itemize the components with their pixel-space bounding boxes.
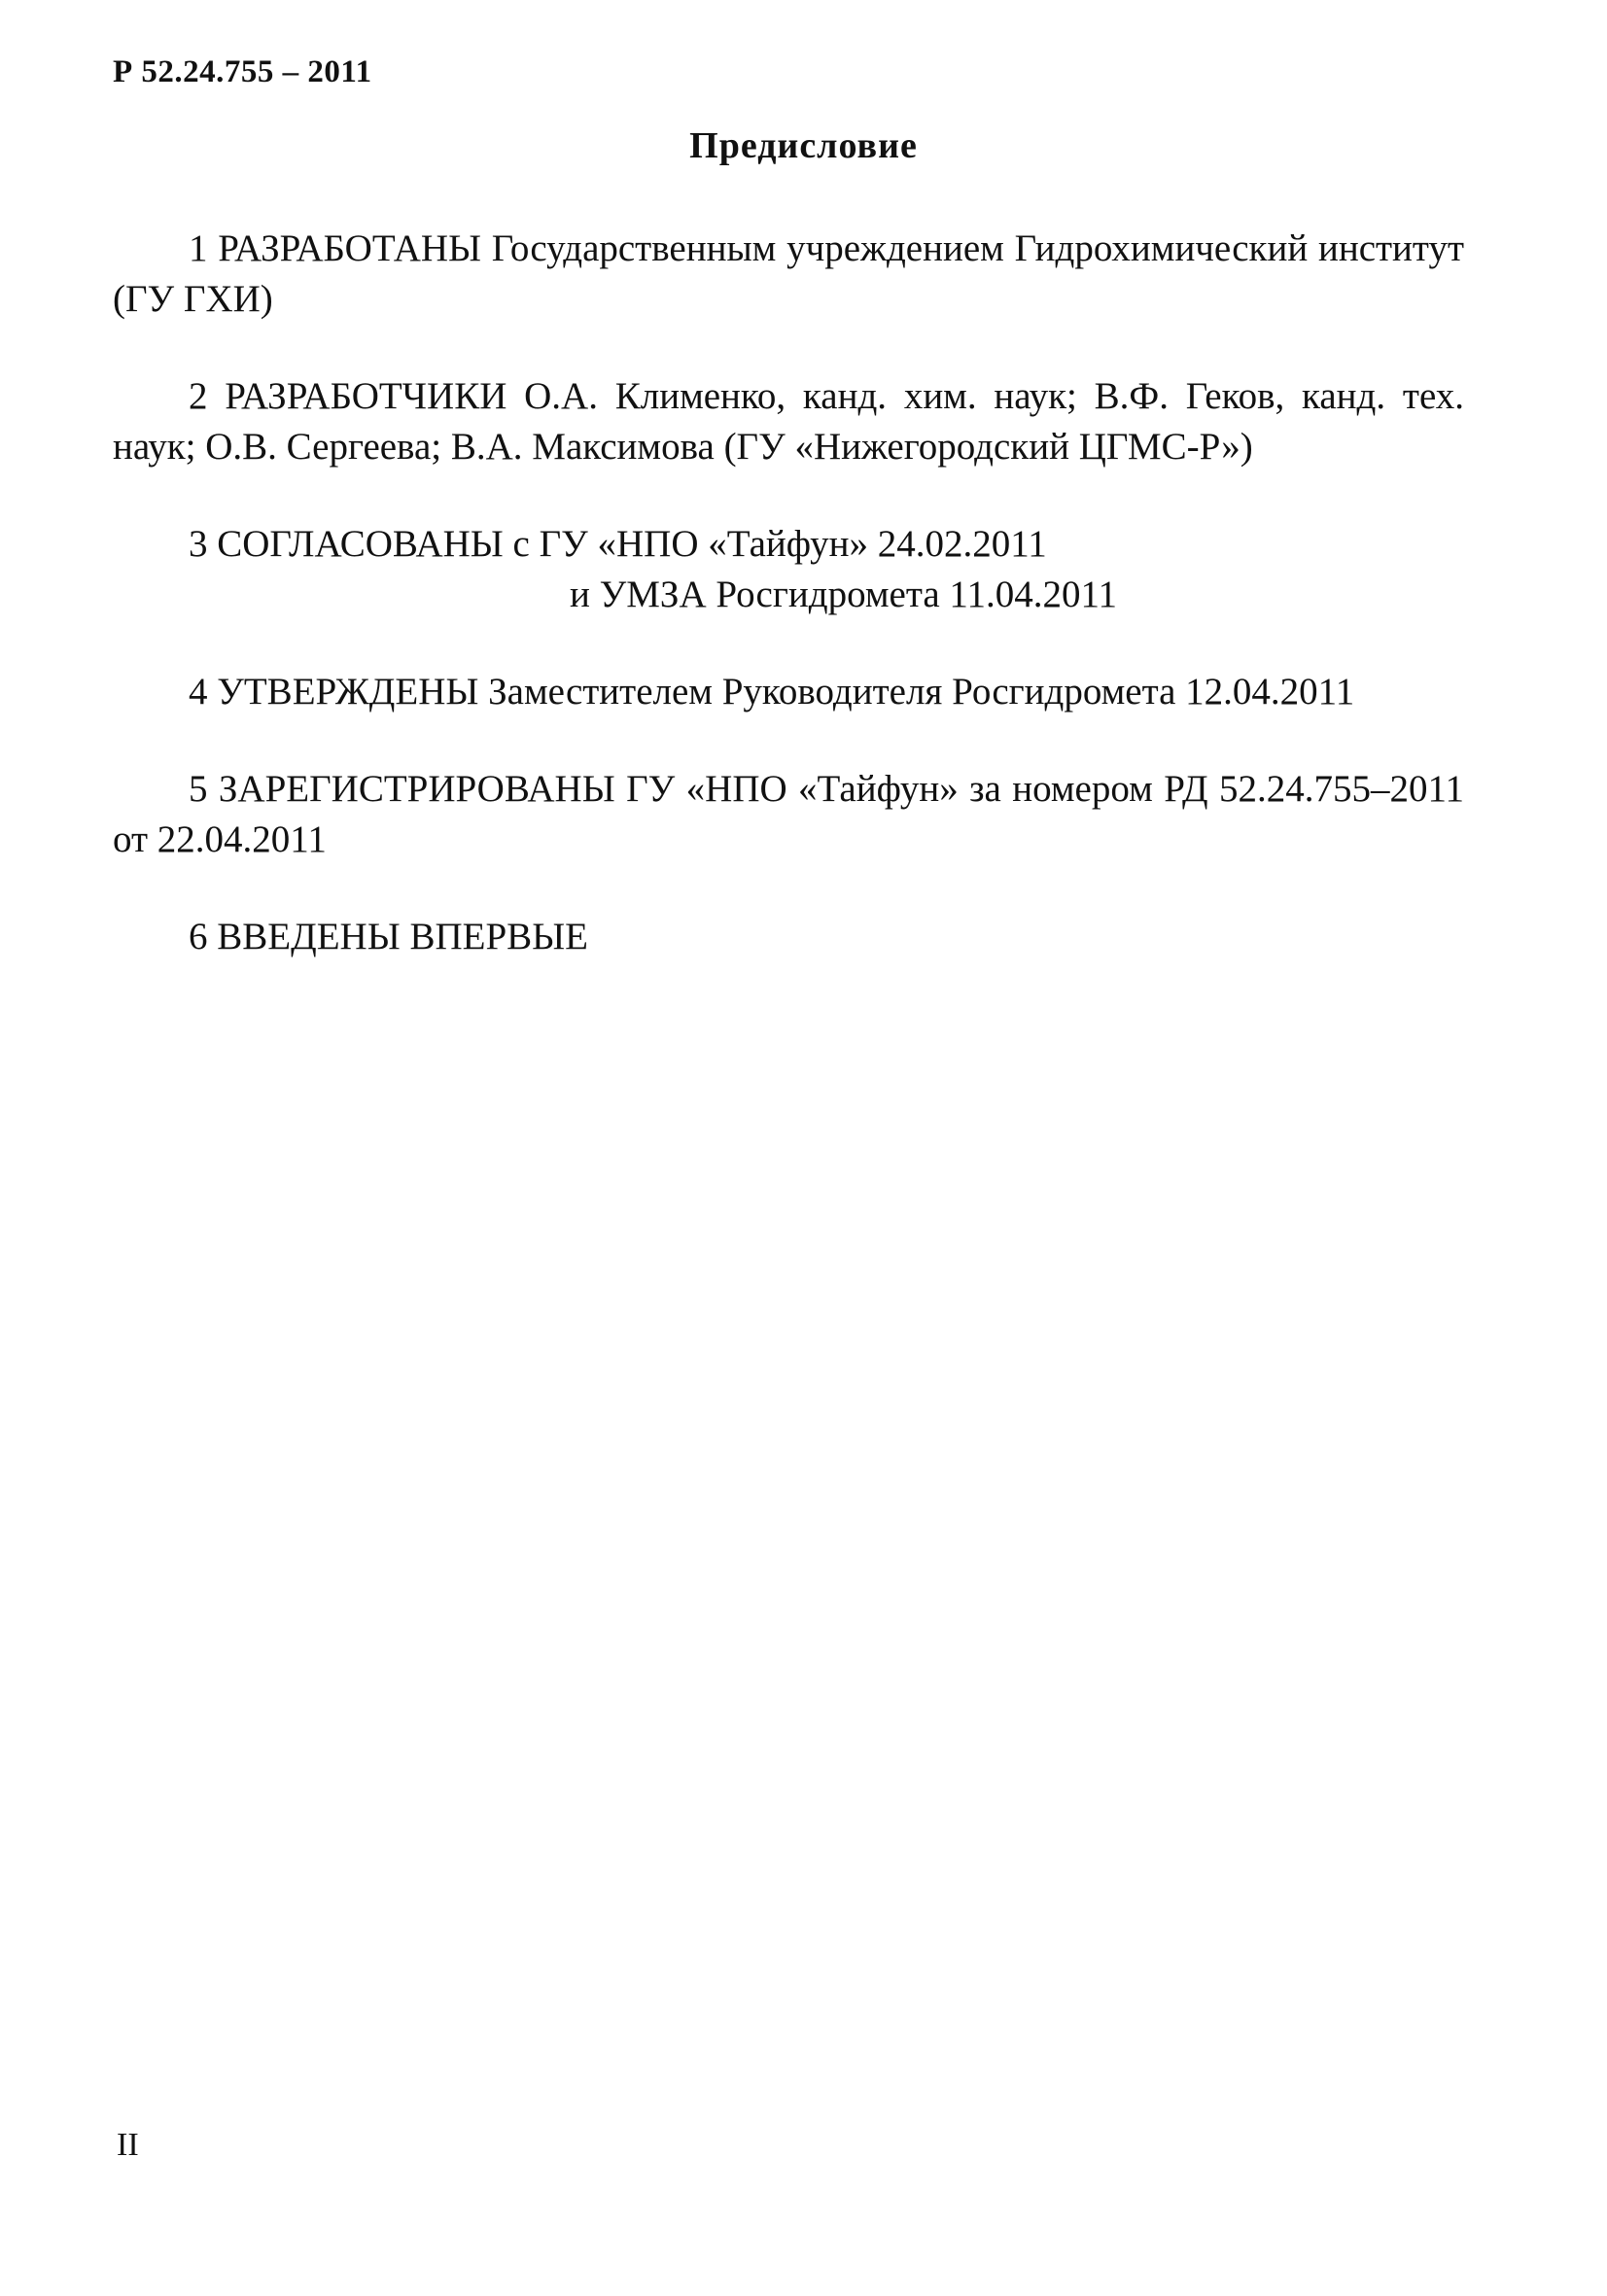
paragraph-developers <box>113 371 1464 472</box>
paragraph-continuation: и УМЗА Росгидромета 11.04.2011 <box>570 574 1118 615</box>
paragraph-text: 1 РАЗРАБОТАНЫ Государственным учреждением Гидрохимический институт (ГУ ГХИ) <box>113 227 1464 320</box>
paragraph-approved <box>113 667 1464 717</box>
paragraph-text: 4 УТВЕРЖДЕНЫ Заместителем Руководителя Росгидромета 12.04.2011 <box>189 671 1355 713</box>
document-code: Р 52.24.755 – 2011 <box>113 54 372 89</box>
paragraph-agreed <box>113 519 1464 620</box>
paragraph-text: 2 РАЗРАБОТЧИКИ О.А. Клименко, канд. хим. наук; В.Ф. Геков, канд. тех. наук; О.В. Сергеева; В.А. Максимова (ГУ «Нижегородский ЦГМС-Р») <box>113 375 1464 468</box>
paragraph-text: 3 СОГЛАСОВАНЫ с ГУ «НПО «Тайфун» 24.02.2011 <box>189 523 1047 565</box>
page-number: II <box>117 2127 139 2163</box>
paragraph-registered <box>113 764 1464 865</box>
paragraph-text: 5 ЗАРЕГИСТРИРОВАНЫ ГУ «НПО «Тайфун» за номером РД 52.24.755–2011 от 22.04.2011 <box>113 768 1464 860</box>
paragraph-developed <box>113 224 1464 325</box>
paragraph-introduced <box>113 912 1464 962</box>
page-title: Предисловие <box>689 125 918 166</box>
paragraph-text: 6 ВВЕДЕНЫ ВПЕРВЫЕ <box>189 916 588 957</box>
foreword-content <box>113 224 1464 1009</box>
